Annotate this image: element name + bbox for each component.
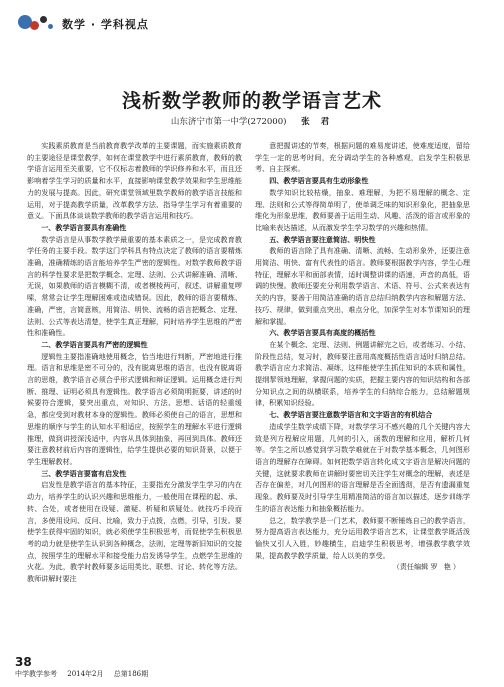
section-heading: 六、教学语言要具有高度的概括性: [269, 328, 376, 338]
page-header: [14, 12, 490, 34]
section-title: 数学 · 学科视点: [62, 18, 149, 31]
total-issue: 总第186期: [113, 670, 149, 678]
article-title: 浅析数学教师的教学语言艺术: [121, 90, 382, 112]
journal-name: 中学教学参考: [15, 670, 57, 678]
page-number: 38: [15, 655, 32, 669]
body-paragraph: 逻辑性主要指准确地使用概念，恰当地进行判断，严密地进行推理。语言和思维是密不可分的，没有脱离思维的语言，也没有脱离语言的思维，教学语言必须合乎形式逻辑和辩证逻辑。运用概念进行判断、推理、证明必须具有逻辑性。教学语言必须简明扼要，讲述的时候要符合逻辑，要突出重点，对知识、方法、思想、话语的轻重缓急，都应受到对教材本身的逻辑性。教师必须使自己的语言，思想和思维的顺序与学生的认知水平相适应，按照学生的理解水平进行逻辑推理，做到讲授深浅适中，内容从具体到抽象，再回到具体。教师还要注意教材前后内容的逻辑性，给学生提供必要的知识背景，以便于学生理解教材。: [27, 351, 242, 466]
page-footer: [15, 655, 156, 679]
section-heading: 一、教学语言要具有准确性: [41, 222, 127, 232]
affiliation: 山东济宁市第一中学(272000): [170, 117, 287, 127]
section-heading: 五、教学语言要注意简洁、明快性: [269, 234, 376, 244]
section-heading: 七、教学语言要注意数学语言和文字语言的有机结合: [269, 410, 433, 420]
body-paragraph: 数学语言是从事数学教学最重要的基本素质之一，是完成教育教学任务的主要手段。数学这门学科具有特点决定了教师的语言要精炼准确，准确精练的语言能培养学生严密的逻辑性。对数学教师教学语言的科学性要求是把数学概念、定理、法则、公式讲解准确、清晰、无误，如果教师的语言模糊不清，或者模棱两可，叙述、讲解重复啰嗦，常常会让学生理解困难或造成错误。因此，教师的语言要精炼、准确，严密，言简意赅，用简洁、明快、流畅的语言把概念、定理、法则、公式等表达清楚，使学生真正理解，同时培养学生思维的严密性和准确性。: [27, 234, 242, 338]
left-column: [27, 140, 242, 585]
body-paragraph: 总之，数学教学是一门艺术，教师要不断锤炼自己的教学语言，努力提高语言表达能力，充分运用教学语言艺术，让课堂教学既活泼愉快又引人入胜，妙趣横生，启迪学生积极思考，增强教学教学效果，提高教学教学质量，给人以美的享受。: [255, 515, 470, 560]
body-paragraph: 造成学生数学成绩下降，对数学学习不感兴趣的几个关键内容大致是列方程解应用题，几何的引入，函数的理解和应用，解析几何等。学生之所以感觉到学习数学难就在于对数学基本概念，几何图形语言的理解存在障碍。如何把数学语言转化成文字语言是解决问题的关键，这就要求教师在讲解时要密切关注学生对概念的理解，表述是否存在偏差，对几何图形的语言理解是否全面透彻，是否有遗漏重复现象。教师要及时引导学生用精准简洁的语言加以描述，逐步训练学生的语言表达能力和抽象概括能力。: [255, 421, 470, 513]
footer-journal-line: [15, 669, 156, 679]
body-paragraph: 实践素质教育是当前教育教学改革的主要课题，而实施素质教育的主要途径是课堂教学，如何在课堂教学中进行素质教育，教师的教学语言运用至关重要，它不仅标志着教师的学识修养和水平，而且还影响着学生学习的质量和水平，直接影响课堂教学效果和学生思维能力的发展与提高。因此，研究课堂领域里数学教师的教学语言技能和运用，对于提高教学质量，改革教学方法、指导学生学习有着重要的意义。下面具体谈谈数学教师的教学语言运用和技巧。: [27, 141, 242, 221]
author: 张 君: [301, 117, 334, 127]
body-paragraph: 数学知识比较枯燥，抽象、难理解，为把不易理解的概念、定理、法则和公式等得简单明了，使单调乏味的知识形象化，把抽象思维化为形象思维，教师要善于运用生动、风趣、活泼的语言或形象的比喻来表达描述，从而激发学生学习数学的兴趣和热情。: [255, 187, 470, 232]
section-heading: 二、教学语言要具有严密的逻辑性: [41, 339, 148, 349]
section-heading: 三、教学语言要富有启发性: [41, 468, 127, 478]
byline: [0, 115, 504, 127]
section-heading: 四、教学语言要具有生动形象性: [269, 176, 369, 186]
body-paragraph: 在某个概念、定理、法则、例题讲解完之后，或者练习、小结、阶段性总结，复习时，教师要注意用高度概括性语言适时归纳总结。教学语言应力求简洁、凝练，这样能使学生抓住知识的本质和属性，提纲挈领地理解，掌握问题的实质，把握主要内容的知识结构和各部分知识点之间的纵横联系，培养学生的归纳综合能力，总结解题规律，积累知识经验。: [255, 339, 470, 408]
body-paragraph: 意把握讲述的节奏，根据问题的难易度讲述，使难度适度，留给学生一定的思考时间，充分调动学生的各种感观，启发学生积极思考、自主探索。: [255, 141, 470, 174]
body-paragraph: 启发性是教学语言的基本特征，主要指充分激发学生学习的内在动力，培养学生的认识兴趣和思维能力，一般使用在课程的起、承、转、合处，或者使用在设疑、激疑、析疑和质疑处。就技巧手段而言，多使用设问、反问、比喻，致力于点拨，点燃，引导，引发。要使学生获得牢固的知识，就必须使学生积极思考，而促使学生积极思考的动力就是使学生认识到各种概念，法则，定理等新旧知识的交接点，按照学生的理解水平和接受能力启发诱导学生，点燃学生思维的火花。为此，教学时教师要多运用类比、联想、讨论、转化等方法。教师讲解时要注: [27, 480, 242, 584]
editor-name: 罗 艳）: [430, 562, 462, 572]
editor-note: [255, 561, 470, 573]
editor-label: （责任编辑: [392, 562, 429, 572]
header-dots-icon: [14, 12, 60, 34]
right-column: [255, 140, 470, 573]
body-paragraph: 教师的语言除了具有准确、清晰、流畅、生动形象外，还要注意用简洁、明快、富有代表性的语言。教师要根据教学内容，学生心理特征，理解水平和面部表情，适时调整讲课的语速，声音的高低，语调的快慢。教师还要充分利用数学语言、术语、符号、公式来表达有关的内容，要善于用简洁准确的语言总结归纳教学内容和解题方法、技巧、规律，做到重点突出，难点分化，加深学生对本节课知识的理解和掌握。: [255, 246, 470, 326]
issue-date: 2014年2月: [67, 670, 104, 678]
